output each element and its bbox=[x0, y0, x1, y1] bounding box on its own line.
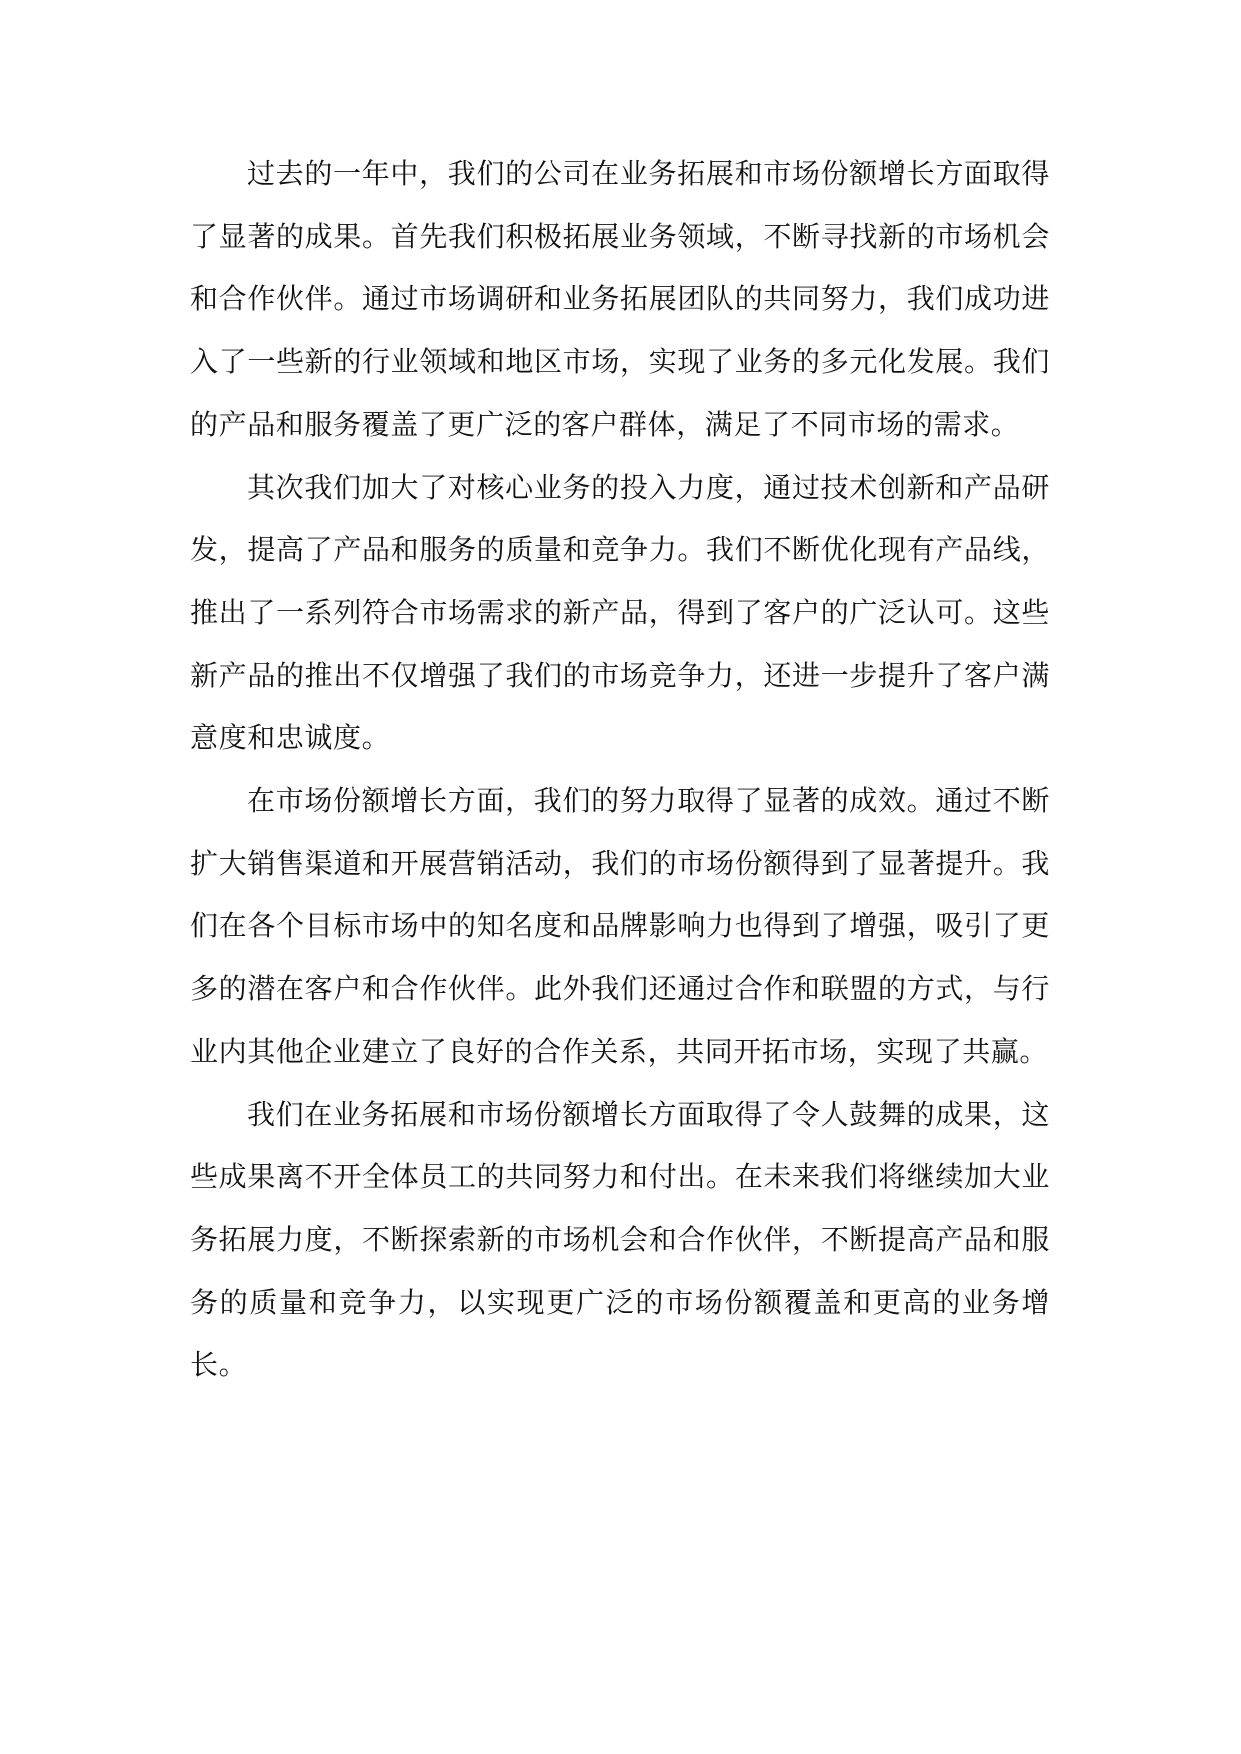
document-body bbox=[190, 143, 1050, 1397]
paragraph-business-expansion: 过去的一年中，我们的公司在业务拓展和市场份额增长方面取得了显著的成果。首先我们积极拓展业务领域，不断寻找新的市场机会和合作伙伴。通过市场调研和业务拓展团队的共同努力，我们成功进入了一些新的行业领域和地区市场，实现了业务的多元化发展。我们的产品和服务覆盖了更广泛的客户群体，满足了不同市场的需求。 bbox=[190, 157, 1050, 441]
paragraph-market-share-growth: 在市场份额增长方面，我们的努力取得了显著的成效。通过不断扩大销售渠道和开展营销活动，我们的市场份额得到了显著提升。我们在各个目标市场中的知名度和品牌影响力也得到了增强，吸引了更多的潜在客户和合作伙伴。此外我们还通过合作和联盟的方式，与行业内其他企业建立了良好的合作关系，共同开拓市场，实现了共赢。 bbox=[190, 784, 1050, 1068]
paragraph-conclusion: 我们在业务拓展和市场份额增长方面取得了令人鼓舞的成果，这些成果离不开全体员工的共同努力和付出。在未来我们将继续加大业务拓展力度，不断探索新的市场机会和合作伙伴，不断提高产品和服务的质量和竞争力，以实现更广泛的市场份额覆盖和更高的业务增长。 bbox=[190, 1097, 1050, 1382]
paragraph-core-business-investment: 其次我们加大了对核心业务的投入力度，通过技术创新和产品研发，提高了产品和服务的质量和竞争力。我们不断优化现有产品线，推出了一系列符合市场需求的新产品，得到了客户的广泛认可。这些新产品的推出不仅增强了我们的市场竞争力，还进一步提升了客户满意度和忠诚度。 bbox=[190, 470, 1050, 755]
